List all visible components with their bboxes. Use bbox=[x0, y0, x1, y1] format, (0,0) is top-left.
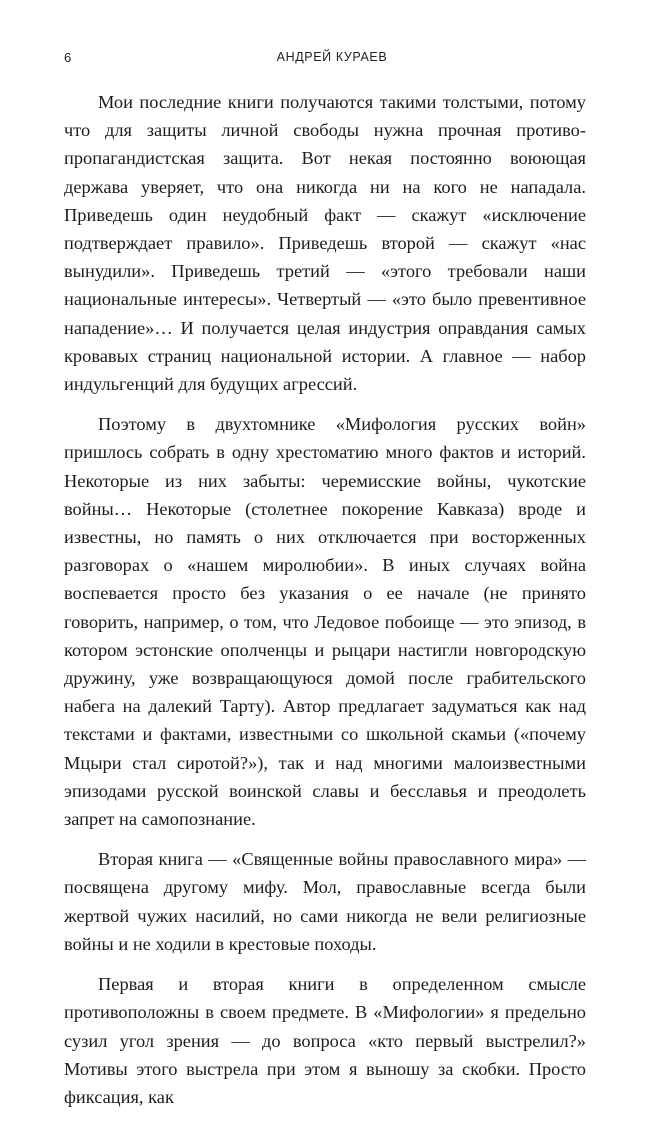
page-header bbox=[64, 50, 600, 70]
body-text bbox=[64, 88, 586, 1123]
paragraph-2: Поэтому в двухтомнике «Мифология русских войн» пришлось собрать в одну хрестоматию много фактов и историй. Некоторые из них забыты: черемисские войны, чукотские войны… Некоторые (столетнее покорение Кавказа) вроде и известны, но память о них отключается при восторженных разговорах о «нашем миролюбии». В иных случаях война воспевается просто без указания о ее начале (не принято говорить, например, о том, что Ледовое побоище — это эпизод, в котором эстонские ополченцы и рыцари настигли новгородскую дружину, уже возвращающуюся домой после грабительского набега на далекий Тарту). Автор предлагает задуматься как над текстами и фактами, известными со школьной скамьи («почему Мцыри стал сиротой?»), так и над многими малоизвестными эпизодами русской воинской славы и бесславья и преодолеть запрет на самопознание. bbox=[64, 414, 586, 830]
running-head-author: АНДРЕЙ КУРАЕВ bbox=[276, 50, 388, 64]
paragraph-4: Первая и вторая книги в определенном смысле противоположны в своем предмете. В «Мифологии» я предельно сузил угол зрения — до вопроса «кто первый выстрелил?» Мотивы этого выстрела при этом я выношу за скобки. Просто фиксация, как bbox=[64, 974, 586, 1107]
paragraph-3: Вторая книга — «Священные войны православного мира» — посвящена другому мифу. Мол, православные всегда были жертвой чужих насилий, но сами никогда не вели религиозные войны и не ходили в крестовые походы. bbox=[64, 849, 586, 954]
paragraph-1: Мои последние книги получаются такими толстыми, потому что для защиты личной свободы нужна прочная противо-пропагандистская защита. Вот некая постоянно воюющая держава уверяет, что она никогда ни на кого не нападала. Приведешь один неудобный факт — скажут «исключение подтверждает правило». Приведешь второй — скажут «нас вынудили». Приведешь третий — «этого требовали наши национальные интересы». Четвертый — «это было превентивное нападение»… И получается целая индустрия оправдания самых кровавых страниц национальной истории. А главное — набор индульгенций для будущих агрессий. bbox=[64, 92, 586, 395]
page-number: 6 bbox=[64, 50, 72, 65]
